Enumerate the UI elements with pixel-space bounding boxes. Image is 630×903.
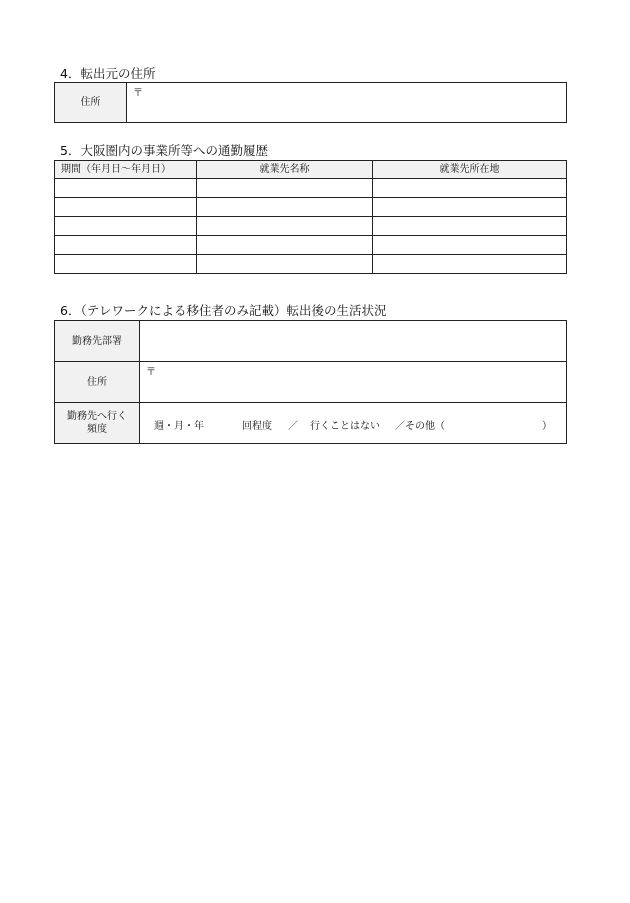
section4-heading: 4．転出元の住所 <box>60 66 156 81</box>
frequency-label-line1: 勤務先へ行く <box>67 411 127 422</box>
table-row <box>55 236 567 255</box>
employer-name-cell[interactable] <box>197 217 373 236</box>
commute-history-table <box>54 160 567 274</box>
period-cell[interactable] <box>55 217 197 236</box>
closing-paren: ） <box>542 421 552 432</box>
period-cell[interactable] <box>55 179 197 198</box>
frequency-never-option[interactable]: 行くことはない <box>310 421 380 432</box>
origin-address-field[interactable] <box>127 83 567 123</box>
frequency-other-option[interactable]: ／その他（ <box>395 421 445 432</box>
period-cell[interactable] <box>55 198 197 217</box>
table-row <box>55 179 567 198</box>
column-header-employer-location: 就業先所在地 <box>373 161 567 179</box>
employer-name-cell[interactable] <box>197 255 373 274</box>
employer-location-cell[interactable] <box>373 217 567 236</box>
employer-name-cell[interactable] <box>197 236 373 255</box>
frequency-label <box>55 403 140 444</box>
table-row <box>55 217 567 236</box>
period-cell[interactable] <box>55 236 197 255</box>
separator-slash: ／ <box>288 421 298 432</box>
department-field[interactable] <box>140 321 567 362</box>
department-label: 勤務先部署 <box>55 321 140 362</box>
section5-heading: 5．大阪圏内の事業所等への通勤履歴 <box>60 143 268 158</box>
employer-location-cell[interactable] <box>373 255 567 274</box>
column-header-employer-name: 就業先名称 <box>197 161 373 179</box>
employer-name-cell[interactable] <box>197 198 373 217</box>
origin-address-table <box>54 82 567 123</box>
column-header-period: 期間（年月日～年月日） <box>55 161 197 179</box>
telework-address-label: 住所 <box>55 362 140 403</box>
telework-status-table <box>54 320 567 444</box>
telework-address-field[interactable] <box>140 362 567 403</box>
frequency-field <box>140 403 567 444</box>
table-row <box>55 198 567 217</box>
section6-heading: 6．（テレワークによる移住者のみ記載）転出後の生活状況 <box>60 303 387 318</box>
period-cell[interactable] <box>55 255 197 274</box>
postal-mark: 〒 <box>133 88 143 99</box>
employer-name-cell[interactable] <box>197 179 373 198</box>
frequency-label-line2: 頻度 <box>87 424 107 435</box>
employer-location-cell[interactable] <box>373 236 567 255</box>
postal-mark: 〒 <box>146 367 156 378</box>
table-row <box>55 255 567 274</box>
employer-location-cell[interactable] <box>373 179 567 198</box>
frequency-unit-option[interactable]: 週・月・年 <box>154 421 204 432</box>
employer-location-cell[interactable] <box>373 198 567 217</box>
origin-address-label: 住所 <box>55 83 127 123</box>
frequency-count-suffix: 回程度 <box>242 421 272 432</box>
